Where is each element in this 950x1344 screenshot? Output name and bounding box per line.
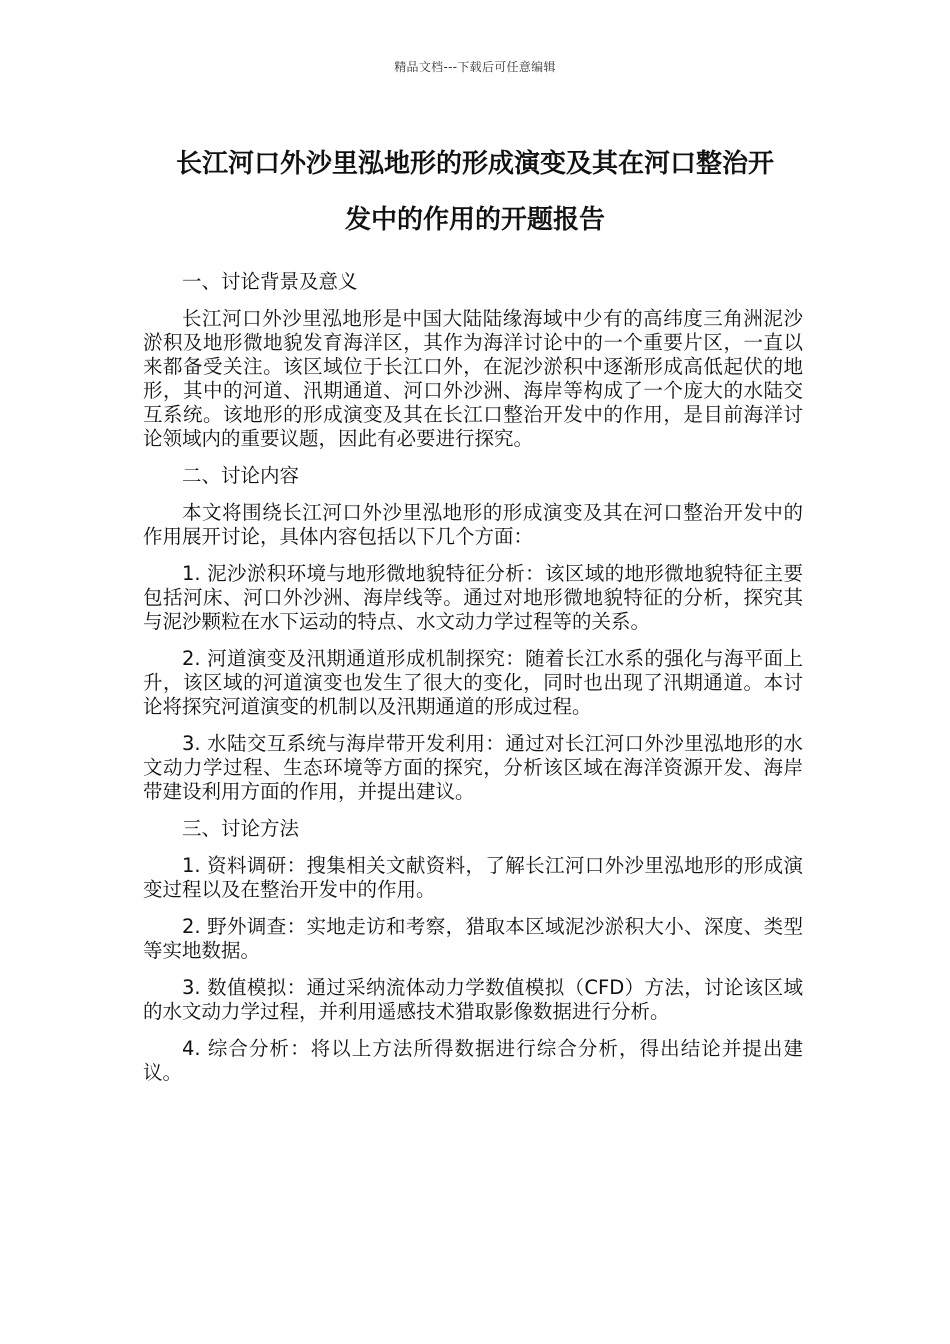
title-line-2: 发中的作用的开题报告 [344,205,605,235]
paragraph-content-intro: 本文将围绕长江河口外沙里泓地形的形成演变及其在河口整治开发中的作用展开讨论，具体内容包括以下几个方面： [143,501,803,548]
document-body [143,270,803,1098]
section-heading-background: 一、讨论背景及意义 [182,270,358,293]
section-heading-content: 二、讨论内容 [182,464,300,487]
paragraph-method-2: 2. 野外调查：实地走访和考察，猎取本区域泥沙淤积大小、深度、类型等实地数据。 [143,915,803,962]
paragraph-content-item-2: 2. 河道演变及汛期通道形成机制探究：随着长江水系的强化与海平面上升，该区域的河道演变也发生了很大的变化，同时也出现了汛期通道。本讨论将探究河道演变的机制以及汛期通道的形成过程。 [143,647,803,718]
paragraph-content-item-3: 3. 水陆交互系统与海岸带开发利用：通过对长江河口外沙里泓地形的水文动力学过程、生态环境等方面的探究，分析该区域在海洋资源开发、海岸带建设利用方面的作用，并提出建议。 [143,732,803,803]
paragraph-method-1: 1. 资料调研：搜集相关文献资料，了解长江河口外沙里泓地形的形成演变过程以及在整治开发中的作用。 [143,854,803,901]
header-note: 精品文档---下载后可任意编辑 [394,60,556,74]
paragraph-method-4: 4. 综合分析：将以上方法所得数据进行综合分析，得出结论并提出建议。 [143,1037,803,1084]
section-heading-methods: 三、讨论方法 [182,817,300,840]
paragraph-method-3: 3. 数值模拟：通过采纳流体动力学数值模拟（CFD）方法，讨论该区域的水文动力学过程，并利用遥感技术猎取影像数据进行分析。 [143,976,803,1023]
document-title [120,136,830,248]
paragraph-background: 长江河口外沙里泓地形是中国大陆陆缘海域中少有的高纬度三角洲泥沙淤积及地形微地貌发育海洋区，其作为海洋讨论中的一个重要片区，一直以来都备受关注。该区域位于长江口外，在泥沙淤积中逐渐形成高低起伏的地形，其中的河道、汛期通道、河口外沙洲、海岸等构成了一个庞大的水陆交互系统。该地形的形成演变及其在长江口整治开发中的作用，是目前海洋讨论领域内的重要议题，因此有必要进行探究。 [143,307,803,450]
paragraph-content-item-1: 1. 泥沙淤积环境与地形微地貌特征分析：该区域的地形微地貌特征主要包括河床、河口外沙洲、海岸线等。通过对地形微地貌特征的分析，探究其与泥沙颗粒在水下运动的特点、水文动力学过程等的关系。 [143,562,803,633]
title-line-1: 长江河口外沙里泓地形的形成演变及其在河口整治开 [175,149,774,179]
